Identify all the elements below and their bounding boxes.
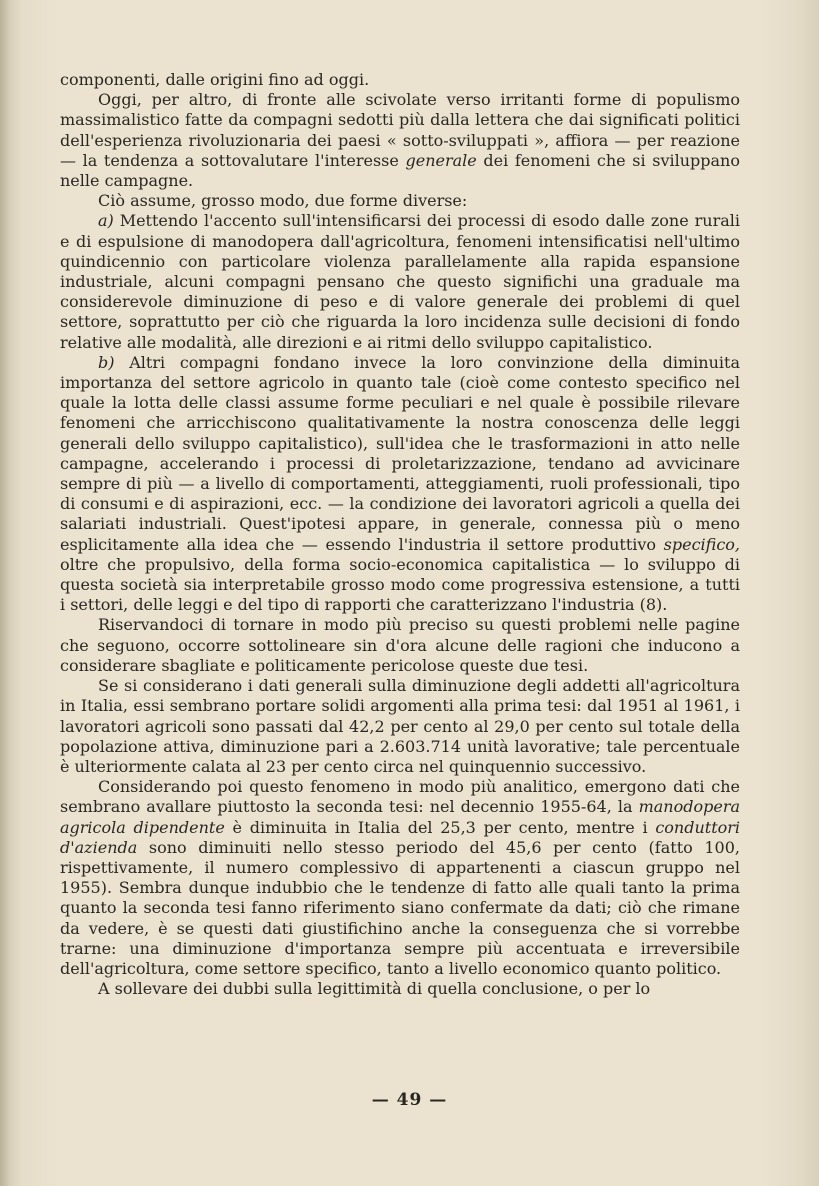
paragraph: Se si considerano i dati generali sulla diminuzione degli addetti all'agricoltura in Italia, essi sembrano portare solidi argomenti alla prima tesi: dal 1951 al 1961, i lavoratori agricoli sono passati dal 42,2 per cento al 29,0 per cento sul totale della popolazione attiva, diminuzione pari a 2.603.714 unità lavorative; tale percentuale è ulteriormente calata al 23 per cento circa nel quinquennio successivo. — [60, 676, 740, 776]
list-item-a: a) Mettendo l'accento sull'intensificarsi dei processi di esodo dalle zone rurali e di espulsione di manodopera dall'agricoltura, fenomeni intensificatisi nell'ultimo quindicennio con particolare violenza parallelamente alla rapida espansione industriale, alcuni compagni pensano che questo significhi una graduale ma considerevole diminuzione di peso e di valore generale dei problemi di quel settore, soprattutto per ciò che riguarda la loro incidenza sulle decisioni di fondo relative alle modalità, alle direzioni e ai ritmi dello sviluppo capitalistico. — [60, 211, 740, 352]
paragraph: Oggi, per altro, di fronte alle scivolate verso irritanti forme di populismo massimalistico fatte da compagni sedotti più dalla lettera che dai significati politici dell'esperienza rivoluzionaria dei paesi « sotto-sviluppati », affiora — per reazione — la tendenza a sottovalutare l'interesse generale dei fenomeni che si sviluppano nelle campagne. — [60, 90, 740, 191]
emphasis: manodopera agricola dipendente — [60, 797, 740, 837]
paragraph: componenti, dalle origini fino ad oggi. — [60, 70, 370, 89]
emphasis: generale — [405, 150, 477, 170]
list-marker: a) — [98, 211, 114, 231]
page-number: — 49 — — [371, 1090, 448, 1110]
paragraph: Considerando poi questo fenomeno in modo più analitico, emergono dati che sembrano avallare piuttosto la seconda tesi: nel decennio 1955-64, la manodopera agricola dipendente è diminuita in Italia del 25,3 per cento, mentre i conduttori d'azienda sono diminuiti nello stesso periodo del 45,6 per cento (fatto 100, rispettivamente, il numero complessivo di appartenenti a ciascun gruppo nel 1955). Sembra dunque indubbio che le tendenze di fatto alle quali tanto la prima quanto la seconda tesi fanno riferimento siano confermate da dati; ciò che rimane da vedere, è se questi dati giustifichino anche la conseguenza che si vorrebbe trarne: una diminuzione d'importanza sempre più accentuata e irreversibile dell'agricoltura, come settore specifico, tanto a livello economico quanto politico. — [60, 777, 741, 978]
paragraph: Ciò assume, grosso modo, due forme diverse: — [98, 191, 468, 211]
emphasis: conduttori d'azienda — [60, 817, 741, 857]
paragraph: A sollevare dei dubbi sulla legittimità di quella conclusione, o per lo — [98, 979, 651, 999]
emphasis: specifico, — [663, 534, 740, 554]
list-item-b: b) Altri compagni fondano invece la loro convinzione della diminuita importanza del settore agricolo in quanto tale (cioè come contesto specifico nel quale la lotta delle classi assume forme peculiari e nel quale è possibile rilevare fenomeni che arricchiscono qualitativamente la nostra conoscenza delle leggi generali dello sviluppo capitalistico), sull'idea che le trasformazioni in atto nelle campagne, accelerando i processi di proletarizzazione, tendano ad avvicinare sempre di più — a livello di comportamenti, atteggiamenti, ruoli professionali, tipo di consumi e di aspirazioni, ecc. — la condizione dei lavoratori agricoli a quella dei salariati industriali. Quest'ipotesi appare, in generale, connessa più o meno esplicitamente alla idea che — essendo l'industria il settore produttivo specifico, oltre che propulsivo, della forma socio-economica capitalistica — lo sviluppo di questa società sia interpretabile grosso modo come progressiva estensione, a tutti i settori, delle leggi e del tipo di rapporti che caratterizzano l'industria (8). — [60, 352, 740, 615]
list-marker: b) — [98, 352, 115, 372]
body-text — [60, 70, 740, 999]
paragraph: Riservandoci di tornare in modo più preciso su questi problemi nelle pagine che seguono, occorre sottolineare sin d'ora alcune delle ragioni che inducono a considerare sbagliate e politicamente pericolose queste due tesi. — [60, 615, 740, 675]
